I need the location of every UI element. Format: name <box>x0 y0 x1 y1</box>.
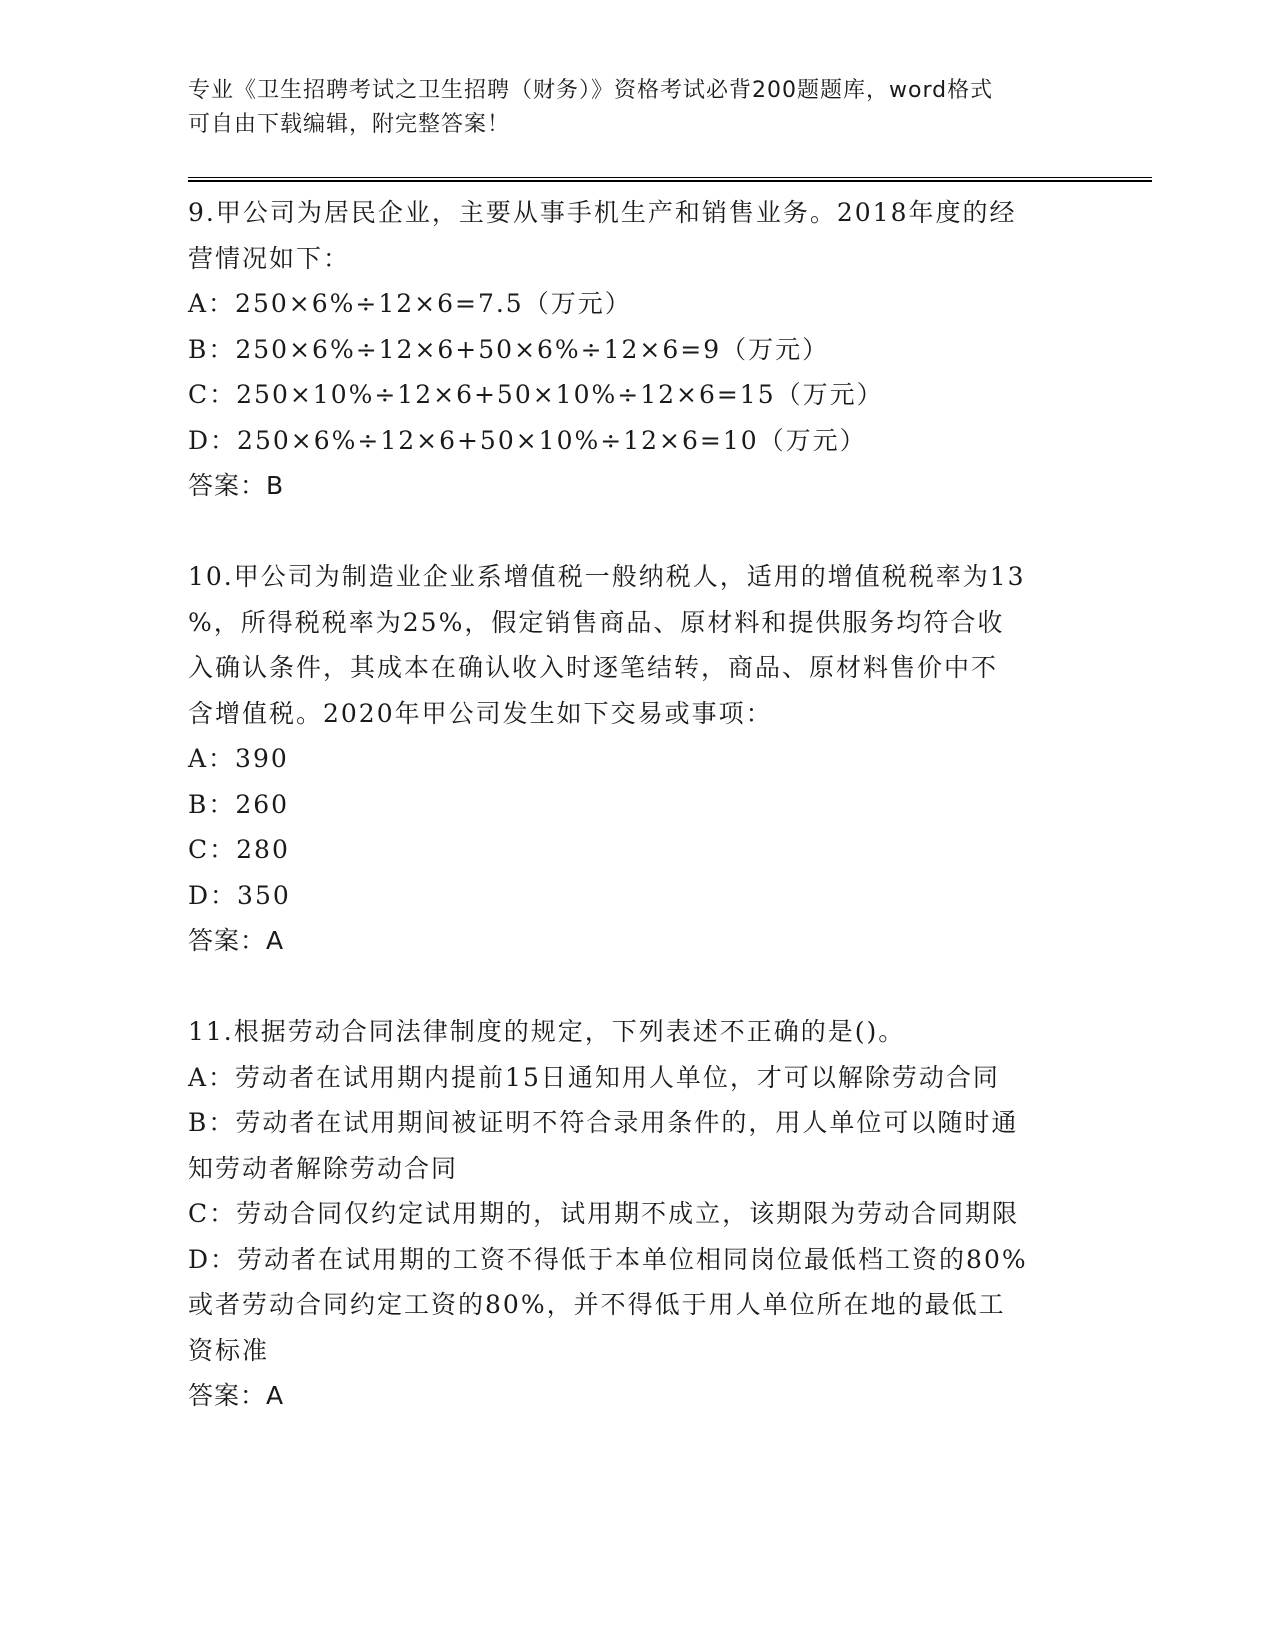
question-spacer <box>188 964 1088 1010</box>
option-c: C：250×10%÷12×6+50×10%÷12×6=15（万元） <box>188 380 884 409</box>
option-c: C：280 <box>188 835 290 864</box>
option-d-continued: 资标准 <box>188 1335 270 1365</box>
question-stem-line: 含增值税。2020年甲公司发生如下交易或事项： <box>188 698 773 728</box>
header-line-2: 可自由下载编辑，附完整答案！ <box>188 112 511 137</box>
answer-line: 答案：A <box>188 926 285 955</box>
option-b: B：劳动者在试用期间被证明不符合录用条件的，用人单位可以随时通 <box>188 1108 1019 1137</box>
answer-line: 答案：A <box>188 1381 285 1410</box>
option-d: D：250×6%÷12×6+50×10%÷12×6=10（万元） <box>188 425 867 455</box>
question-stem-line: 9.甲公司为居民企业，主要从事手机生产和销售业务。2018年度的经 <box>188 198 1017 227</box>
option-b-continued: 知劳动者解除劳动合同 <box>188 1153 459 1183</box>
option-d: D：350 <box>188 880 291 910</box>
option-a: A：250×6%÷12×6=7.5（万元） <box>188 289 632 318</box>
question-9 <box>188 190 1088 509</box>
question-11 <box>188 1009 1088 1419</box>
header-line-1: 专业《卫生招聘考试之卫生招聘（财务）》资格考试必背200题题库，word格式 <box>188 78 994 103</box>
question-stem-line: 营情况如下： <box>188 243 351 273</box>
question-spacer <box>188 509 1088 555</box>
option-d: D：劳动者在试用期的工资不得低于本单位相同岗位最低档工资的80% <box>188 1244 1028 1274</box>
question-10 <box>188 554 1088 964</box>
question-list <box>188 190 1088 1419</box>
option-a: A：劳动者在试用期内提前15日通知用人单位，才可以解除劳动合同 <box>188 1062 1000 1092</box>
header-divider <box>188 177 1152 182</box>
option-b: B：250×6%÷12×6+50×6%÷12×6=9（万元） <box>188 334 830 364</box>
question-stem-line: 11.根据劳动合同法律制度的规定，下列表述不正确的是()。 <box>188 1017 906 1046</box>
option-a: A：390 <box>188 744 289 773</box>
option-b: B：260 <box>188 789 290 819</box>
option-c: C：劳动合同仅约定试用期的，试用期不成立，该期限为劳动合同期限 <box>188 1199 1020 1228</box>
answer-line: 答案：B <box>188 471 285 500</box>
page-header <box>188 74 1088 142</box>
question-stem-line: 入确认条件，其成本在确认收入时逐笔结转，商品、原材料售价中不 <box>188 653 999 682</box>
question-stem-line: %，所得税税率为25%，假定销售商品、原材料和提供服务均符合收 <box>188 607 1005 637</box>
option-d-continued: 或者劳动合同约定工资的80%，并不得低于用人单位所在地的最低工 <box>188 1290 1006 1319</box>
question-stem-line: 10.甲公司为制造业企业系增值税一般纳税人，适用的增值税税率为13 <box>188 562 1026 591</box>
